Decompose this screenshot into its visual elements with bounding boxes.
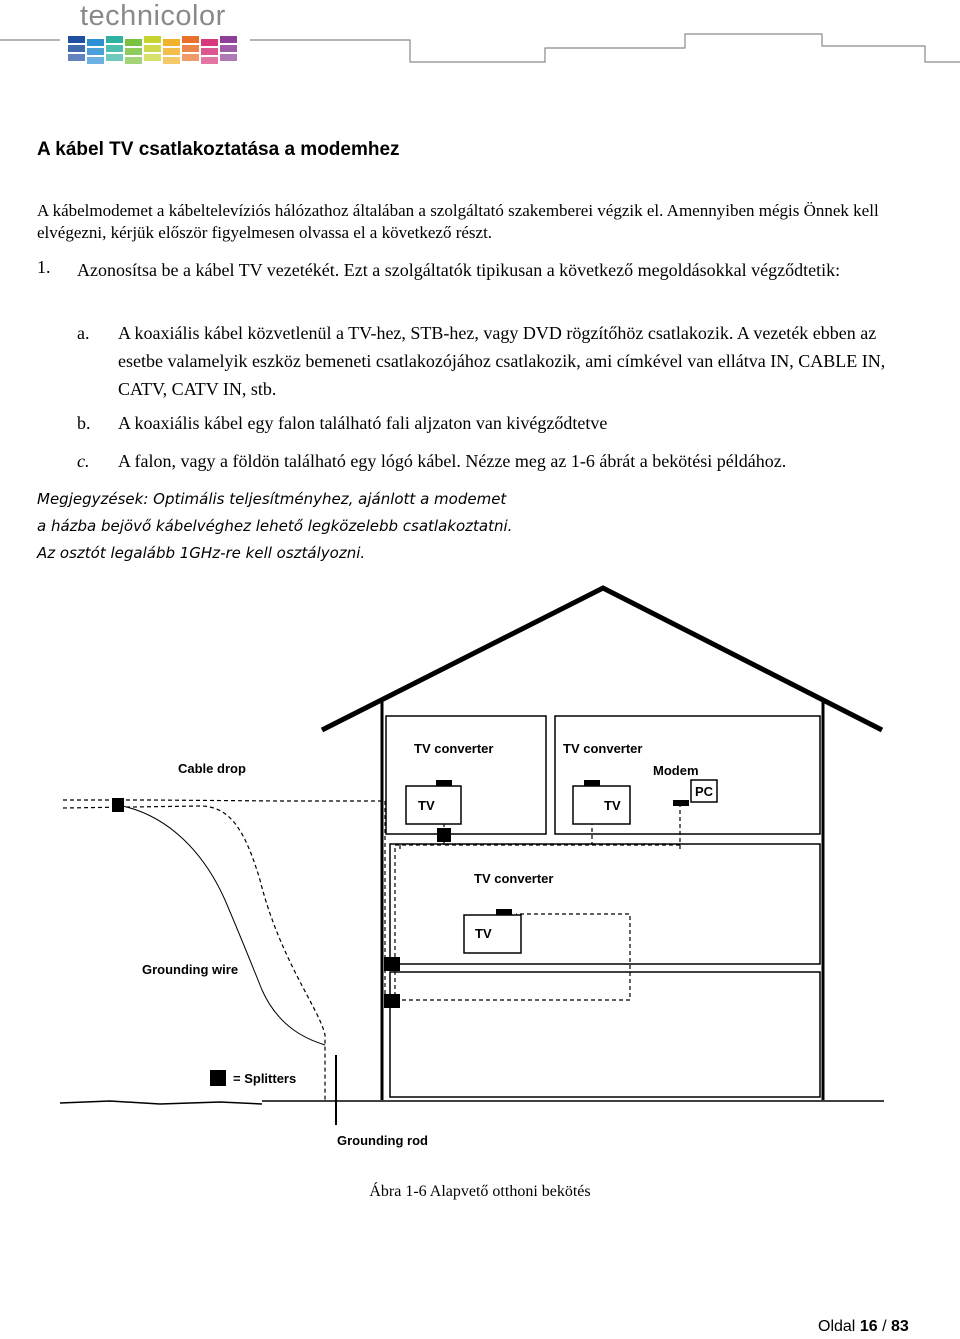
label-tv: TV bbox=[604, 798, 621, 813]
label-tv-converter: TV converter bbox=[563, 741, 643, 756]
grounding-wire bbox=[118, 805, 325, 1045]
label-grounding-rod: Grounding rod bbox=[337, 1133, 428, 1148]
cable-paths bbox=[63, 786, 680, 1100]
subitem-b-text: A koaxiális kábel egy falon található fali aljzaton van kivégződtetve bbox=[118, 413, 608, 433]
house-roof bbox=[322, 588, 882, 730]
logo-color-block bbox=[144, 54, 161, 61]
tv-converter-box bbox=[584, 780, 600, 786]
note-line-3: Az osztót legalább 1GHz-re kell osztályozni. bbox=[37, 544, 366, 562]
room-middle bbox=[390, 844, 820, 964]
subitem-b-letter: b. bbox=[77, 413, 91, 433]
footer-separator: / bbox=[882, 1318, 887, 1335]
figure-caption: Ábra 1-6 Alapvető otthoni bekötés bbox=[369, 1183, 591, 1200]
logo-color-block bbox=[163, 39, 180, 46]
tv-device bbox=[573, 786, 630, 824]
item-1-number: 1. bbox=[37, 257, 51, 277]
label-cable-drop: Cable drop bbox=[178, 761, 246, 776]
footer-page-number: 16 bbox=[859, 1318, 878, 1335]
intro-paragraph: A kábelmodemet a kábeltelevíziós hálózathoz általában a szolgáltató szakemberei végzik el. Amennyiben mégis Önnek kell elvégezni, kérjük először figyelmesen olvassa el a következő részt. bbox=[37, 201, 879, 242]
logo-color-block bbox=[182, 36, 199, 43]
logo-color-block bbox=[201, 48, 218, 55]
logo-color-block bbox=[201, 57, 218, 64]
logo-color-block bbox=[87, 39, 104, 46]
page-title: A kábel TV csatlakoztatása a modemhez bbox=[37, 139, 400, 160]
logo-color-block bbox=[182, 45, 199, 52]
label-tv-converter: TV converter bbox=[474, 871, 554, 886]
splitter-middle bbox=[384, 957, 400, 971]
note-line-2: a házba bejövő kábelvéghez lehető legközelebb csatlakoztatni. bbox=[37, 517, 513, 535]
room-lower bbox=[390, 972, 820, 1097]
home-wiring-diagram bbox=[55, 580, 895, 1160]
logo-color-block bbox=[163, 57, 180, 64]
logo-color-block bbox=[125, 57, 142, 64]
logo-wordmark: technicolor bbox=[80, 0, 226, 32]
splitter-legend-swatch bbox=[210, 1070, 226, 1086]
footer-label: Oldal bbox=[818, 1318, 856, 1335]
logo-color-block bbox=[220, 54, 237, 61]
label-pc: PC bbox=[695, 784, 714, 799]
logo-color-block bbox=[68, 36, 85, 43]
logo-color-block bbox=[125, 39, 142, 46]
modem-device bbox=[673, 800, 689, 806]
logo-color-block bbox=[220, 36, 237, 43]
subitem-a-text: A koaxiális kábel közvetlenül a TV-hez, STB-hez, vagy DVD rögzítőhöz csatlakozik. A vezeték ebben az esetbe valamelyik eszköz bemeneti csatlakozójához csatlakozik, ami címkével van ellátva IN, CABLE IN, CATV, CATV IN, stb. bbox=[118, 323, 886, 399]
logo-color-block bbox=[144, 45, 161, 52]
tv-device bbox=[464, 915, 521, 953]
logo-color-block bbox=[87, 48, 104, 55]
splitter-outside bbox=[112, 798, 124, 812]
footer-total-pages: 83 bbox=[890, 1318, 909, 1335]
logo-color-block bbox=[106, 36, 123, 43]
notes-block bbox=[37, 486, 512, 567]
tv-converter-box bbox=[496, 909, 512, 915]
subitem-c-letter: c. bbox=[77, 451, 90, 471]
subitem-a-letter: a. bbox=[77, 323, 90, 343]
logo-color-block bbox=[68, 54, 85, 61]
note-line-1: Megjegyzések: Optimális teljesítményhez, ajánlott a modemet bbox=[37, 490, 507, 508]
splitter-lower bbox=[384, 994, 400, 1008]
logo-color-block bbox=[182, 54, 199, 61]
logo-color-block bbox=[106, 45, 123, 52]
ground-line bbox=[60, 1101, 884, 1104]
label-tv-converter: TV converter bbox=[414, 741, 494, 756]
logo-color-block bbox=[68, 45, 85, 52]
subitem-c-text: A falon, vagy a földön található egy lógó kábel. Nézze meg az 1-6 ábrát a bekötési példához. bbox=[118, 451, 787, 471]
label-tv: TV bbox=[475, 926, 492, 941]
page-footer bbox=[818, 1318, 909, 1336]
logo-color-block bbox=[106, 54, 123, 61]
label-splitters: = Splitters bbox=[233, 1071, 297, 1086]
logo-color-block bbox=[87, 57, 104, 64]
logo-bars bbox=[68, 36, 237, 64]
logo-color-block bbox=[201, 39, 218, 46]
logo-color-block bbox=[163, 48, 180, 55]
logo-color-block bbox=[125, 48, 142, 55]
label-tv: TV bbox=[418, 798, 435, 813]
tv-converter-box bbox=[436, 780, 452, 786]
label-grounding-wire: Grounding wire bbox=[142, 962, 239, 977]
label-modem: Modem bbox=[653, 763, 699, 778]
logo-color-block bbox=[220, 45, 237, 52]
logo-color-block bbox=[144, 36, 161, 43]
splitter-upper bbox=[437, 828, 451, 842]
item-1-text: Azonosítsa be a kábel TV vezetékét. Ezt a szolgáltatók tipikusan a következő megoldásokkal végződtetik: bbox=[77, 260, 841, 280]
